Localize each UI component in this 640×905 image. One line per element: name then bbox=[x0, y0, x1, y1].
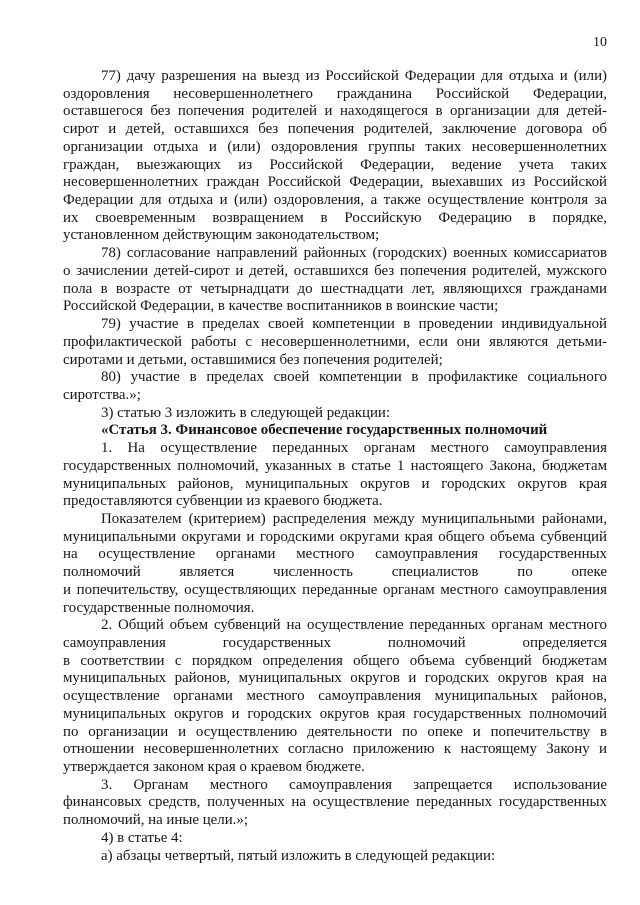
text-line: «Статья 3. Финансовое обеспечение государственных полномочий bbox=[101, 422, 548, 439]
text-line: муниципальными округами и городскими округами края общего объема субвенций bbox=[63, 528, 607, 545]
text-line: Федерации для отдыха и (или) оздоровления, а также осуществление контроля за bbox=[63, 192, 607, 209]
text-line: 78) согласование направлений районных (городских) военных комиссариатов bbox=[101, 245, 607, 262]
paragraph-article-3-part-2 bbox=[63, 617, 607, 776]
text-line: утверждается законом края о краевом бюджете. bbox=[63, 759, 365, 776]
paragraph-item-78 bbox=[63, 245, 607, 316]
text-line: Российской Федерации, в качестве воспитанников в воинские части; bbox=[63, 298, 499, 315]
paragraph-item-80 bbox=[63, 369, 607, 404]
paragraph-article-3-part-3 bbox=[63, 777, 607, 830]
text-line: предоставляются субвенции из краевого бюджета. bbox=[63, 493, 383, 510]
text-line: организации отдыха и (или) оздоровления группы таких несовершеннолетних bbox=[63, 138, 607, 155]
text-line: пола в возрасте от четырнадцати до шестнадцати лет, являющихся гражданами bbox=[63, 280, 607, 297]
text-line: 79) участие в пределах своей компетенции в проведении индивидуальной bbox=[101, 316, 607, 333]
text-line: установленном действующим законодательством; bbox=[63, 227, 380, 244]
text-line: их своевременным возвращением в Российскую Федерацию в порядке, bbox=[63, 209, 607, 226]
text-line: 80) участие в пределах своей компетенции в профилактике социального bbox=[101, 369, 607, 386]
paragraph-item-77 bbox=[63, 68, 607, 245]
paragraph-point-4 bbox=[63, 830, 607, 848]
text-line: 4) в статье 4: bbox=[101, 829, 183, 846]
text-line: сирот и детей, оставшихся без попечения родителей, заключение договора об bbox=[63, 121, 607, 138]
paragraph-article-3-part-1 bbox=[63, 440, 607, 511]
text-line: а) абзацы четвертый, пятый изложить в следующей редакции: bbox=[101, 847, 496, 864]
text-line: по организации и осуществлению деятельности по опеке и попечительству в bbox=[63, 723, 607, 740]
text-line: осуществление органами местного самоуправления муниципальных районов, bbox=[63, 688, 607, 705]
text-line: оставшегося без попечения родителей и находящегося в организации для детей- bbox=[63, 103, 607, 120]
text-line: государственных полномочий, указанных в статье 1 настоящего Закона, бюджетам bbox=[63, 457, 607, 474]
text-line: сиротами и детьми, оставшимися без попечения родителей; bbox=[63, 351, 443, 368]
text-line: 3) статью 3 изложить в следующей редакции: bbox=[101, 404, 391, 421]
paragraph-article-3-criterion bbox=[63, 511, 607, 617]
paragraph-point-4-a bbox=[63, 848, 607, 866]
text-line: 3. Органам местного самоуправления запрещается использование bbox=[101, 776, 607, 793]
text-line: профилактической работы с несовершеннолетними, если они являются детьми- bbox=[63, 333, 607, 350]
text-line: муниципальных районов, муниципальных округов и городских округов края bbox=[63, 475, 607, 492]
text-line: на осуществление органами местного самоуправления государственных bbox=[63, 546, 607, 563]
text-line: в соответствии с порядком определения общего объема субвенций бюджетам bbox=[63, 652, 607, 669]
text-line: государственные полномочия. bbox=[63, 599, 255, 616]
text-line: сиротства.»; bbox=[63, 386, 141, 403]
text-line: финансовых средств, полученных на осуществление переданных государственных bbox=[63, 794, 607, 811]
text-line: Показателем (критерием) распределения между муниципальными районами, bbox=[101, 510, 607, 527]
text-line: отношении несовершеннолетних согласно приложению к настоящему Закону и bbox=[63, 741, 607, 758]
text-line: оздоровления несовершеннолетнего гражданина Российской Федерации, bbox=[63, 85, 607, 102]
text-line: несовершеннолетних граждан Российской Федерации, выехавших из Российской bbox=[63, 174, 607, 191]
text-line: самоуправления государственных полномочий определяется bbox=[63, 635, 607, 651]
text-line: 2. Общий объем субвенций на осуществление переданных органам местного bbox=[101, 617, 607, 634]
text-line: полномочий является численность специалистов по опеке bbox=[63, 564, 607, 581]
article-3-heading bbox=[63, 422, 607, 440]
paragraph-item-79 bbox=[63, 316, 607, 369]
document-body bbox=[63, 68, 607, 865]
text-line: 77) дачу разрешения на выезд из Российской Федерации для отдыха и (или) bbox=[101, 68, 607, 84]
text-line: полномочий, на иные цели.»; bbox=[63, 812, 248, 829]
text-line: муниципальных районов, муниципальных округов и городских округов края на bbox=[63, 670, 607, 687]
text-line: муниципальных округов и городских округов края государственных полномочий bbox=[63, 705, 607, 722]
paragraph-point-3 bbox=[63, 405, 607, 423]
text-line: 1. На осуществление переданных органам местного самоуправления bbox=[101, 440, 607, 457]
text-line: граждан, выезжающих из Российской Федерации, ведение учета таких bbox=[63, 156, 607, 173]
page-number: 10 bbox=[593, 35, 607, 50]
text-line: о зачислении детей-сирот и детей, оставшихся без попечения родителей, мужского bbox=[63, 262, 607, 279]
text-line: и попечительству, осуществляющих переданные органам местного самоуправления bbox=[63, 581, 607, 598]
